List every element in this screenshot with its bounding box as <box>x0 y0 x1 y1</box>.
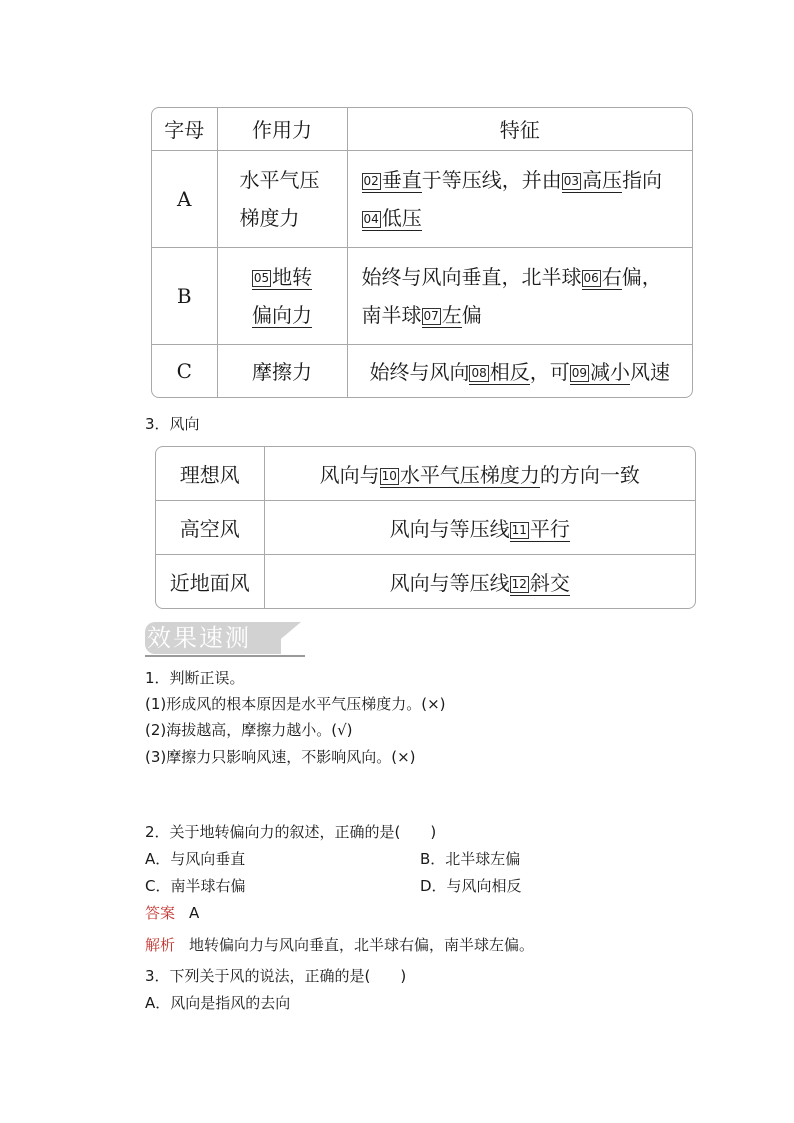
blank-number: 11 <box>511 522 527 537</box>
table-row <box>152 344 692 397</box>
wind-direction-table <box>155 446 696 609</box>
answer-value: A <box>189 904 200 922</box>
wind-text: 风向与 <box>319 462 380 487</box>
feature-cell <box>347 344 692 397</box>
wind-description <box>264 447 695 500</box>
blank-answer: 左 <box>441 302 462 327</box>
wind-text: 风向与等压线 <box>389 571 510 596</box>
blank-answer: 低压 <box>381 205 422 230</box>
analysis-line <box>145 934 534 955</box>
force-line: 梯度力 <box>239 205 300 230</box>
question-title: 2．关于地转偏向力的叙述，正确的是( ) <box>145 823 437 841</box>
analysis-text: 地转偏向力与风向垂直，北半球右偏，南半球左偏。 <box>189 936 535 954</box>
row-letter: B <box>152 247 217 344</box>
blank-answer: 斜交 <box>529 571 570 596</box>
feature-text: 偏 <box>461 302 482 327</box>
blank-answer: 垂直 <box>381 167 422 192</box>
judgment-item: (1)形成风的根本原因是水平气压梯度力。(×) <box>145 695 446 713</box>
option-a: A．风向是指风的去向 <box>145 994 291 1012</box>
option-d: D．与风向相反 <box>420 877 522 895</box>
table-row <box>156 447 695 500</box>
answer-label: 答案 <box>145 904 176 922</box>
question-title: 1．判断正误。 <box>145 669 245 687</box>
forces-table <box>151 107 693 398</box>
wind-text: 的方向一致 <box>539 462 640 487</box>
table-row <box>152 247 692 344</box>
feature-text: 风速 <box>630 360 671 385</box>
feature-text: 南半球 <box>361 302 422 327</box>
feature-cell <box>347 150 692 247</box>
feature-text: 偏， <box>621 264 662 289</box>
blank-number: 04 <box>363 211 379 226</box>
table-row <box>156 500 695 554</box>
feature-text: 于等压线，并由 <box>421 167 562 192</box>
force-line: 地转 <box>272 264 313 289</box>
row-letter: C <box>152 344 217 397</box>
header-feature: 特征 <box>347 108 692 150</box>
blank-number: 06 <box>583 270 599 285</box>
blank-answer: 水平气压梯度力 <box>399 462 540 487</box>
blank-number: 10 <box>381 468 397 483</box>
banner-title: 效果速测 <box>147 624 251 652</box>
wind-type: 高空风 <box>156 500 264 554</box>
judgment-item: (3)摩擦力只影响风速，不影响风向。(×) <box>145 748 416 766</box>
blank-number: 08 <box>471 366 487 381</box>
wind-type: 近地面风 <box>156 555 264 608</box>
quick-test-banner <box>145 622 305 658</box>
blank-answer: 减小 <box>590 360 631 385</box>
feature-text: ，可 <box>529 360 570 385</box>
wind-description <box>264 500 695 554</box>
judgment-item: (2)海拔越高，摩擦力越小。(√) <box>145 721 353 739</box>
blank-number: 12 <box>511 577 527 592</box>
force-cell <box>217 247 347 344</box>
blank-number: 09 <box>571 366 588 381</box>
force-cell: 摩擦力 <box>217 344 347 397</box>
blank-answer: 相反 <box>489 360 530 385</box>
feature-text: 指向 <box>622 167 663 192</box>
blank-number: 05 <box>253 270 270 285</box>
feature-cell <box>347 247 692 344</box>
table-row <box>156 555 695 608</box>
blank-number: 03 <box>563 173 580 188</box>
force-line: 水平气压 <box>239 167 320 192</box>
row-letter: A <box>152 150 217 247</box>
feature-text: 始终与风向垂直，北半球 <box>361 264 582 289</box>
force-line: 偏向力 <box>252 302 312 327</box>
blank-number: 07 <box>423 308 439 323</box>
blank-number: 02 <box>363 173 379 188</box>
blank-answer: 右 <box>601 264 622 289</box>
wind-description <box>264 555 695 608</box>
feature-text: 始终与风向 <box>369 360 470 385</box>
table-header-row <box>152 108 692 150</box>
header-letter: 字母 <box>152 108 217 150</box>
header-force: 作用力 <box>217 108 347 150</box>
option-a: A．与风向垂直 <box>145 850 246 868</box>
analysis-label: 解析 <box>145 936 176 954</box>
table-row <box>152 150 692 247</box>
answer-line <box>145 902 199 923</box>
option-b: B．北半球左偏 <box>420 850 521 868</box>
wind-text: 风向与等压线 <box>389 516 510 541</box>
option-c: C．南半球右偏 <box>145 877 246 895</box>
wind-type: 理想风 <box>156 447 264 500</box>
section-heading: 3．风向 <box>145 415 200 433</box>
force-cell <box>217 150 347 247</box>
question-title: 3．下列关于风的说法，正确的是( ) <box>145 967 407 985</box>
blank-answer: 高压 <box>582 167 623 192</box>
blank-answer: 平行 <box>529 516 570 541</box>
